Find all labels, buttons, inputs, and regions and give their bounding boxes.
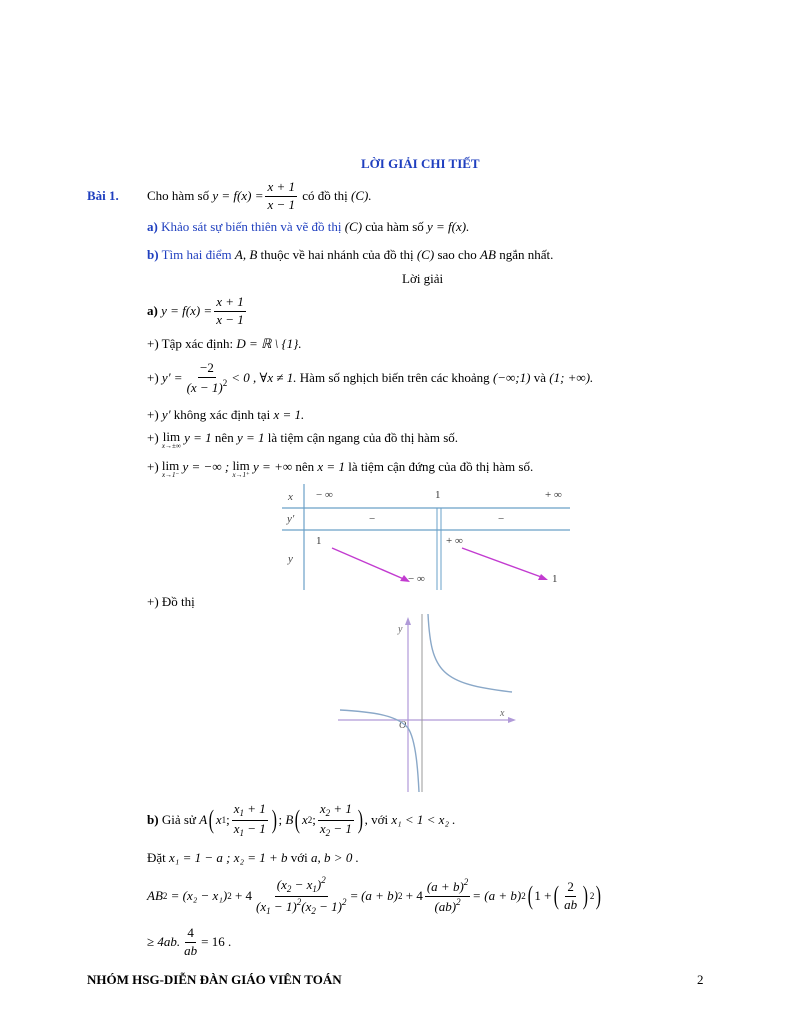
graph-label: +) Đồ thị (147, 594, 195, 609)
y-axis-arrow-icon (405, 617, 411, 625)
limit-1 (162, 459, 179, 479)
fraction-denominator (185, 378, 230, 395)
term-3: (a + b) (361, 888, 398, 903)
derivative-fraction (185, 361, 230, 395)
arrow-head (538, 574, 548, 580)
fraction-denominator: x − 1 (267, 196, 296, 212)
y-value-right-start: + ∞ (446, 535, 463, 547)
term-2: + 4 (234, 888, 253, 903)
question-b-label: b) (147, 247, 159, 262)
equals: = (350, 888, 358, 903)
function-def: y = f(x) = (212, 188, 264, 203)
function-name: y = f(x). (427, 219, 470, 234)
points-ab: A, B (234, 247, 258, 262)
fraction-denominator: $(x_1 - 1)^2(x_2 - 1)^2$ (256, 896, 347, 916)
fraction-numerator: 2 (565, 880, 576, 896)
step-text: Giả sử (161, 812, 196, 827)
variation-table (282, 484, 572, 592)
term-5: = (a + b) (472, 888, 522, 903)
limit (162, 430, 181, 450)
power: 2 (589, 891, 595, 901)
and-text: và (533, 370, 546, 385)
sub-3: a, b > 0 . (311, 850, 359, 865)
page-number: 2 (697, 972, 704, 987)
question-b-text2: thuộc về hai nhánh của đồ thị (260, 247, 414, 262)
paren-close: ) (357, 805, 363, 834)
vertical-asymptote-step (147, 459, 533, 479)
x-value-neg-inf: − ∞ (316, 489, 333, 501)
interval-1: (−∞;1) (492, 370, 531, 385)
step-text2: là tiệm cận đứng của đồ thị hàm số. (348, 459, 534, 474)
paren-open: ( (208, 805, 215, 834)
point-a: A (199, 812, 208, 827)
ab-lhs: AB (147, 888, 163, 903)
subscript: 2 (307, 815, 313, 825)
fraction-denominator: ab (564, 896, 578, 912)
question-a (147, 219, 469, 235)
paren-close: ) (582, 881, 589, 910)
intro-text: Cho hàm số (147, 188, 210, 203)
step-text: nên (295, 459, 315, 474)
term-1: = (x₂ − x₁) (170, 888, 228, 903)
step-prefix: +) (147, 459, 159, 474)
decreasing-arrow-2 (462, 548, 544, 578)
four-over-ab (182, 926, 199, 958)
step-text: Đặt (147, 850, 166, 865)
term-4: + 4 (405, 888, 423, 903)
solution-b-label: b) (147, 812, 159, 827)
problem-statement (147, 178, 372, 214)
row-label-y: y (288, 553, 293, 565)
question-b (147, 247, 553, 263)
solution-b: b) Giả sử A ( x 1 ; $\frac{x_1 + 1}{x_1 - 1}$ ) ; B ( x 2 ; $\frac{x_2 + 1}{x_2 - 1}$ ) , với x₁ < 1 < x₂ . (147, 800, 456, 838)
limit-under: x→±∞ (161, 442, 181, 450)
sub-2: x₂ = 1 + b (233, 850, 288, 865)
decreasing-arrow-1 (332, 548, 406, 580)
x-value-pos-inf: + ∞ (545, 489, 562, 501)
coord-fraction-b (318, 802, 354, 839)
fraction-numerator: $x_2 + 1$ (318, 802, 354, 821)
fraction-numerator: 4 (185, 926, 196, 942)
deriv-sign-2: − (498, 513, 505, 525)
asymptote-eq: y = 1 (236, 430, 265, 445)
derivative-symbol: y′ (161, 407, 171, 422)
with-text: với (290, 850, 308, 865)
sub-1: x₁ = 1 − a ; (169, 850, 231, 865)
problem-label: Bài 1. (87, 188, 119, 203)
derivative-rhs: < 0 , ∀x ≠ 1. (231, 370, 297, 385)
distance-fraction (254, 876, 348, 917)
curve-name: (C) (416, 247, 435, 262)
fraction-denominator: $x_2 - 1$ (319, 820, 352, 838)
limit-word: lim (161, 458, 180, 473)
distance-equation (147, 872, 603, 920)
solution-heading: Lời giải (402, 271, 444, 286)
x-axis-arrow-icon (508, 717, 516, 723)
coord-x: x (301, 812, 308, 827)
right-branch (428, 614, 512, 692)
step-text: nên (214, 430, 234, 445)
limit-under: x→1⁻ (161, 471, 180, 479)
derivative-lhs: y′ = (161, 370, 183, 385)
power: 2 (162, 891, 168, 901)
step-prefix: +) (147, 370, 159, 385)
page-heading: LỜI GIẢI CHI TIẾT (361, 156, 480, 171)
horizontal-asymptote-step (147, 430, 458, 450)
solution-a (147, 293, 248, 329)
undefined-step (147, 407, 304, 423)
solution-a-label: a) (147, 303, 158, 318)
question-a-text2: của hàm số (365, 219, 424, 234)
domain-math: D = ℝ \ {1}. (236, 336, 302, 351)
domain-step (147, 336, 302, 352)
row-label-x: x (288, 491, 293, 503)
paren-open: ( (527, 881, 533, 910)
power: 2 (398, 891, 403, 901)
coord-fraction-a (232, 802, 268, 839)
y-axis-label: y (398, 624, 403, 635)
question-b-text: Tìm hai điểm (161, 247, 232, 262)
ineq-lhs: ≥ 4ab. (147, 934, 181, 949)
y-value-right-end: 1 (552, 573, 558, 585)
ineq-rhs: = 16 . (201, 934, 232, 949)
paren-close: ) (596, 881, 602, 910)
two-over-ab (562, 880, 579, 912)
y-value-left-end: − ∞ (408, 573, 425, 585)
fraction-denominator: $x_1 - 1$ (233, 820, 266, 838)
left-branch (340, 710, 419, 792)
curve-name: (C). (351, 188, 372, 203)
fraction-numerator: −2 (198, 361, 216, 377)
fraction-denominator: ab (184, 942, 198, 958)
x-axis-label: x (500, 708, 505, 719)
limit-word: lim (232, 458, 250, 473)
step-text: Hàm số nghịch biến trên các khoảng (299, 370, 490, 385)
segment-ab: AB (480, 247, 496, 262)
limit-value: y = 1 (184, 430, 212, 445)
point-b: B (285, 812, 294, 827)
denominator-power: 2 (222, 377, 228, 388)
deriv-sign-1: − (369, 513, 376, 525)
substitution-line (147, 850, 359, 866)
step-text: không xác định tại (173, 407, 271, 422)
function-def: y = f(x) = (161, 303, 213, 318)
limit-under: x→1⁺ (232, 471, 250, 479)
step-text2: là tiệm cận ngang của đồ thị hàm số. (267, 430, 459, 445)
origin-label: O (399, 720, 407, 731)
limit-value-1: y = −∞ ; (182, 459, 230, 474)
fraction-numerator: x + 1 (265, 180, 297, 196)
interval-2: (1; +∞). (549, 370, 594, 385)
power: 2 (227, 891, 232, 901)
x-value-1: 1 (435, 489, 441, 501)
power: 2 (521, 891, 526, 901)
with-text: , với (364, 812, 389, 827)
limit-2 (232, 459, 249, 479)
y-value-left-start: 1 (316, 535, 322, 547)
step-prefix: +) (147, 430, 159, 445)
fraction-numerator: x + 1 (214, 295, 246, 311)
asymptote-eq: x = 1 (317, 459, 345, 474)
footer-group-name: NHÓM HSG-DIỄN ĐÀN GIÁO VIÊN TOÁN (87, 972, 342, 987)
paren-open: ( (553, 881, 559, 910)
fraction-numerator: $x_1 + 1$ (232, 802, 268, 821)
fraction-numerator: $(x_2 - x_1)^2$ (275, 876, 328, 897)
inequality-line (147, 922, 231, 962)
derivative-step (147, 360, 593, 396)
subscript: 1 (221, 815, 227, 825)
ab-fraction (425, 878, 470, 914)
fraction-denominator: (ab)$^2$ (434, 896, 461, 914)
coord-x: x (215, 812, 222, 827)
function-fraction (265, 180, 297, 212)
graph-text: có đồ thị (302, 188, 348, 203)
step-prefix: +) (147, 407, 159, 422)
question-a-label: a) (147, 219, 158, 234)
row-label-dy: y′ (287, 513, 295, 525)
denominator-base: (x − 1) (186, 379, 223, 395)
function-fraction (214, 295, 246, 327)
term-6: 1 + (534, 888, 552, 903)
question-b-text4: ngắn nhất. (499, 247, 554, 262)
question-b-text3: sao cho (437, 247, 477, 262)
limit-word: lim (162, 429, 181, 444)
paren-close: ) (271, 805, 277, 834)
curve-name: (C) (344, 219, 363, 234)
function-graph (336, 612, 518, 794)
fraction-numerator: $(a + b)^2$ (425, 878, 470, 896)
question-a-text: Khảo sát sự biến thiên và vẽ đồ thị (161, 219, 342, 234)
paren-open: ( (295, 805, 301, 834)
x-value: x = 1. (273, 407, 305, 422)
step-text: +) Tập xác định: (147, 336, 234, 351)
fraction-denominator: x − 1 (216, 311, 244, 327)
condition: x₁ < 1 < x₂ . (391, 812, 456, 827)
limit-value-2: y = +∞ (253, 459, 293, 474)
